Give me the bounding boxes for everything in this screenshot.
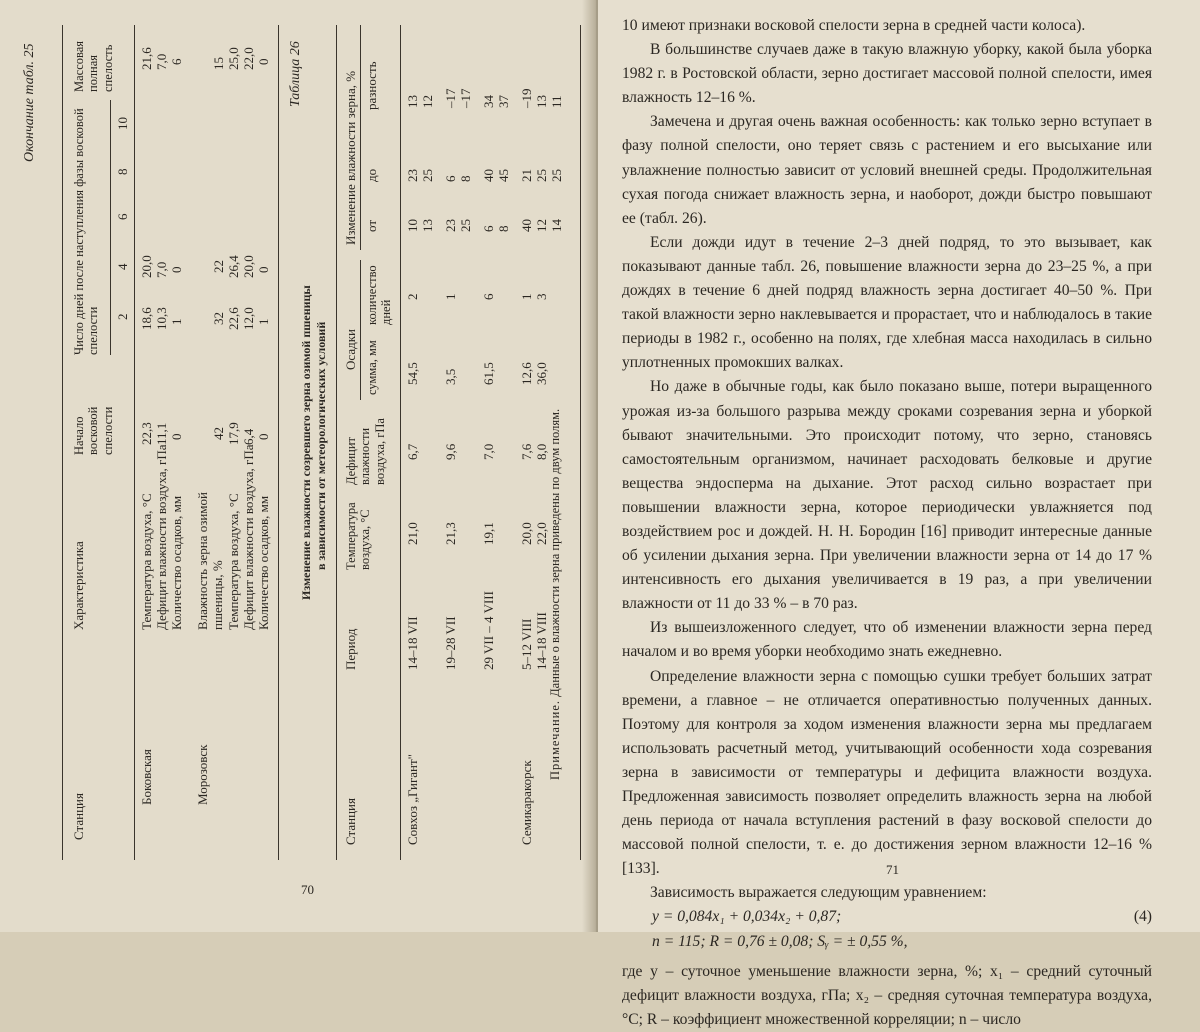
equation-line [622, 905, 1152, 929]
t26-sum: 61,5 [481, 362, 496, 385]
t26-diff: –19 [519, 88, 534, 108]
t25-day: 6 [115, 213, 130, 220]
t25-start: 11,1 [154, 422, 169, 445]
t26-header-precip: Осадки [343, 329, 358, 370]
t25-char: Дефицит влажности воздуха, гПа [154, 444, 169, 630]
paragraph: 10 имеют признаки восковой спелости зерна в средней части колоса). [622, 17, 1086, 34]
t26-to: 40 [481, 169, 496, 182]
rotated-tables [0, 0, 596, 900]
t25-d2: 1 [256, 318, 271, 325]
t25-d2: 32 [211, 312, 226, 325]
t26-to: 23 [405, 169, 420, 182]
t26-deficit: 9,6 [443, 443, 458, 460]
equation-number: (4) [1133, 908, 1152, 926]
t26-diff: –17 [458, 88, 473, 108]
t25-full: 6 [169, 58, 184, 65]
t26-sum: 36,0 [534, 362, 549, 385]
t26-from: 23 [443, 219, 458, 232]
t26-days: 6 [481, 293, 496, 300]
t26-to: 6 [443, 175, 458, 182]
t25-start: 42 [211, 427, 226, 440]
t25-station: Морозовск [195, 744, 210, 805]
t26-to: 25 [534, 169, 549, 182]
t26-diff: 12 [420, 95, 435, 108]
page-number-left: 70 [301, 882, 314, 897]
t26-from: 13 [420, 219, 435, 232]
t26-header-period: Период [343, 628, 358, 670]
t25-d2: 10,3 [154, 307, 169, 330]
t25-full: 25,0 [226, 47, 241, 70]
t26-deficit: 7,0 [481, 443, 496, 460]
t26-temp: 22,0 [534, 522, 549, 545]
t25-d4: 0 [169, 266, 184, 273]
t26-from: 14 [549, 219, 564, 232]
t25-header-characteristic: Характеристика [71, 541, 86, 630]
t26-days: 2 [405, 293, 420, 300]
t25-day: 4 [115, 263, 130, 270]
t26-from: 40 [519, 219, 534, 232]
t25-d4: 20,0 [241, 255, 256, 278]
t26-from: 8 [496, 225, 511, 232]
paragraph: Определение влажности зерна с помощью сушки требует больших затрат времени, а главное – не отличается оперативностью полученных данных. Поэтому для контроля за ходом изменения влажности зерна мы предлагаем использовать расчетный метод, учитывающий особенности хода созревания зерна в зависимости от температуры и дефицита влажности воздуха. Предложенная зависимость позволяет определить влажность зерна на любой день периода от начала вступления растений в фазу восковой спелости до массовой полной спелости, т. е. до достижения зерном влажности 12–16 % [133]. [622, 667, 1152, 878]
t25-start: 0 [256, 433, 271, 440]
t25-char: Влажность зерна озимой пшеницы, % [195, 492, 225, 630]
t26-from: 12 [534, 219, 549, 232]
page-number-right: 71 [886, 862, 899, 877]
t26-deficit: 8,0 [534, 443, 549, 460]
t26-header-sum: сумма, мм [365, 340, 379, 395]
t26-to: 8 [458, 175, 473, 182]
t25-full: 7,0 [154, 53, 169, 70]
t26-diff: 37 [496, 95, 511, 108]
t26-diff: 11 [549, 95, 564, 108]
t25-d4: 20,0 [139, 255, 154, 278]
t25-d4: 22 [211, 260, 226, 273]
t26-sum: 3,5 [443, 368, 458, 385]
t26-title-line2: в зависимости от метеорологических условий [314, 321, 328, 570]
t26-header-deficit: Дефицит влажности воздуха, гПа [344, 418, 387, 485]
t26-label: Таблица 26 [288, 41, 303, 107]
t25-char: Количество осадков, мм [169, 495, 184, 630]
continuation-title: Окончание табл. 25 [22, 43, 37, 162]
t25-d2: 22,6 [226, 307, 241, 330]
t26-to: 25 [420, 169, 435, 182]
t25-day: 10 [115, 117, 130, 130]
t25-char: Температура воздуха, °С [226, 493, 241, 630]
t26-period: 29 VII – 4 VIII [481, 591, 496, 670]
t26-header-temp: Температура воздуха, °С [344, 502, 373, 570]
t25-day: 8 [115, 168, 130, 175]
t25-header-days: Число дней после наступления фазы восковой спелости [72, 108, 101, 355]
t25-start: 22,3 [139, 422, 154, 445]
t25-char: Дефицит влажности воздуха, гПа [241, 444, 256, 630]
t26-header-station: Станция [343, 798, 358, 845]
paragraph: Зависимость выражается следующим уравнением: [650, 884, 987, 902]
t26-temp: 21,3 [443, 522, 458, 545]
t26-header-days: количество дней [365, 265, 394, 325]
t26-note-text: Данные о влажности зерна приведены по двум полям. [548, 408, 562, 697]
t26-deficit: 7,6 [519, 443, 534, 460]
right-page [598, 0, 1200, 1028]
paragraph: Но даже в обычные годы, как было показано выше, потери выращенного урожая из-за большого разрыва между сроками созревания зерна и уборкой бывают значительными. Это происходит потому, что зерно, становясь самостоятельным организмом, начинает расходовать белковые и другие вещества эндосперма на дыхание. Этот расход сильно возрастает при повышении влажности зерна, которое периодически увлажняется под воздействием рос и дождей. Н. Н. Бородин [16] приводит интересные данные об усилении дыхания зерна. При увеличении влажности зерна от 14 до 17 % интенсивность его дыхания увеличивается в 19 раз, а при увеличении влажности от 11 до 33 % – в 70 раз. [622, 378, 1152, 613]
t26-temp: 19,1 [481, 522, 496, 545]
t25-full: 22,0 [241, 47, 256, 70]
t26-to: 45 [496, 169, 511, 182]
t25-station: Боковская [139, 749, 154, 805]
t25-start: 0 [169, 433, 184, 440]
t25-full: 21,6 [139, 47, 154, 70]
t25-header-start: Начало восковой спелости [72, 406, 115, 455]
t25-header-full: Массовая полная спелость [72, 40, 115, 92]
t25-day: 2 [115, 313, 130, 320]
t26-temp: 20,0 [519, 522, 534, 545]
t26-station: Совхоз „Гигант" [405, 754, 420, 845]
t26-temp: 21,0 [405, 522, 420, 545]
t25-d4: 26,4 [226, 255, 241, 278]
t25-d4: 0 [256, 266, 271, 273]
t26-period: 5–12 VIII [519, 618, 534, 670]
stats-line [622, 930, 1152, 954]
t26-diff: 13 [405, 95, 420, 108]
t26-diff: –17 [443, 88, 458, 108]
t26-days: 3 [534, 293, 549, 300]
paragraph: Из вышеизложенного следует, что об изменении влажности зерна перед началом и во время уборки необходимо знать ежедневно. [622, 619, 1152, 661]
t26-header-diff: разность [364, 61, 379, 110]
t25-d2: 18,6 [139, 307, 154, 330]
t26-header-moisture: Изменение влажности зерна, % [343, 70, 358, 245]
t26-diff: 13 [534, 95, 549, 108]
equation: y = 0,084x₁ + 0,034x₂ + 0,87; [652, 908, 842, 926]
paragraph: В большинстве случаев даже в такую влажную уборку, какой была уборка 1982 г. в Ростовской области, зерно достигает массовой полной спелости, имея влажность 12–16 %. [622, 41, 1152, 107]
definition-paragraph: где y – суточное уменьшение влажности зерна, %; x₁ – средний суточный дефицит влажности воздуха, гПа; x₂ – средняя суточная температура воздуха, °С; R – коэффициент множественной корреляции; n – число [622, 962, 1152, 1028]
t26-from: 6 [481, 225, 496, 232]
t25-char: Температура воздуха, °С [139, 493, 154, 630]
t26-title-line1: Изменение влажности созревшего зерна озимой пшеницы [299, 285, 313, 600]
equation-stats: n = 115; R = 0,76 ± 0,08; Sᵧ = ± 0,55 %, [652, 932, 908, 950]
t25-d4: 7,0 [154, 261, 169, 278]
t26-deficit: 6,7 [405, 443, 420, 460]
t26-period: 19–28 VII [443, 616, 458, 670]
t26-days: 1 [519, 293, 534, 300]
t26-period: 14–18 VII [405, 616, 420, 670]
t26-to: 25 [549, 169, 564, 182]
t25-start: 17,9 [226, 422, 241, 445]
t25-d2: 1 [169, 318, 184, 325]
t26-header-to: до [364, 168, 379, 182]
paragraph: Если дожди идут в течение 2–3 дней подряд, то это вызывает, как показывают данные табл. 26, повышение влажности зерна до 23–25 %, а при дождях в течение 6 дней подряд влажность зерна достигает 40–50 %. При такой влажности зерно наклевывается и прорастает, что и наблюдалось в такие периоды в 1982 г., особенно на полях, где хлебная масса находилась в сильно уплотненных промокших валках. [622, 233, 1152, 372]
paragraph: Замечена и другая очень важная особенность: как только зерно вступает в фазу полной спелости, оно теряет связь с растением и его высыхание или увлажнение полностью зависит от условий внешней среды. Продолжительная сухая погода снижает влажность зерна, и наоборот, дожди быстро повышают ее (табл. 26). [622, 113, 1152, 227]
t25-full: 0 [256, 58, 271, 65]
t26-station: Семикаракорск [519, 760, 534, 845]
t26-days: 1 [443, 293, 458, 300]
right-page-text [622, 14, 1152, 1032]
t26-period: 14–18 VIII [534, 612, 549, 670]
t26-from: 25 [458, 219, 473, 232]
t26-sum: 12,6 [519, 362, 534, 385]
t25-start: 6,4 [241, 428, 256, 445]
t26-header-from: от [364, 219, 379, 232]
t26-sum: 54,5 [405, 362, 420, 385]
t25-header-station: Станция [71, 793, 86, 840]
t25-char: Количество осадков, мм [256, 495, 271, 630]
t26-diff: 34 [481, 95, 496, 108]
t25-full: 15 [211, 57, 226, 70]
t25-d2: 12,0 [241, 307, 256, 330]
t26-note-label: Примечание. [548, 699, 562, 780]
left-page [0, 0, 596, 932]
t26-to: 21 [519, 169, 534, 182]
t26-from: 10 [405, 219, 420, 232]
